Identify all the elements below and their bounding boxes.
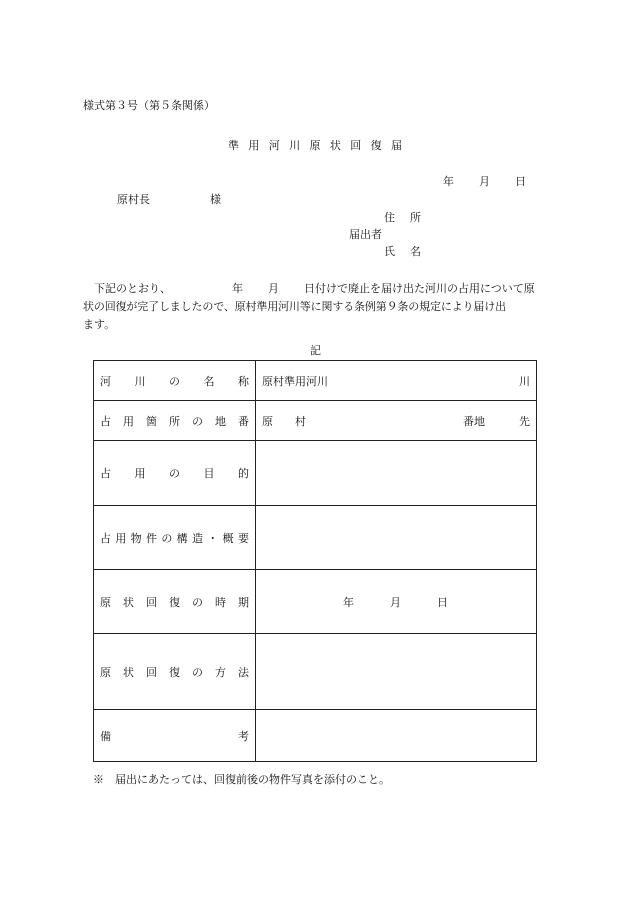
title-char: 届 [391,139,402,152]
label-char: 占 [100,467,111,480]
label-char: 復 [169,665,180,679]
table-row [94,401,537,441]
title-char: 準 [228,139,239,152]
label-occupancy-purpose [94,441,256,506]
body-line-1-rest: 日付けで廃止を届け出た河川の占用について原 [304,282,535,295]
label-char: 考 [238,729,249,743]
label-char: 期 [238,595,249,609]
label-char: の [192,595,203,609]
label-char: の [192,665,203,679]
label-char: 法 [238,665,249,679]
ki-heading: 記 [310,344,321,357]
label-char: 占 [100,531,111,545]
label-char: 時 [215,595,226,609]
form-table [93,360,537,762]
label-char: 箇 [146,414,157,428]
date-day: 日 [515,175,526,188]
date-year: 年 [443,175,454,188]
address-label-char: 所 [410,211,421,224]
table-row [94,634,537,710]
label-char: 用 [123,414,134,428]
footnote: ※ 届出にあたっては、回復前後の物件写真を添付のこと。 [93,773,390,786]
document-title [228,137,402,153]
label-char: 原 [100,665,111,679]
body-line-3: ます。 [83,318,116,331]
label-char: 名 [203,374,215,388]
applicant-role: 届出者 [349,228,382,241]
label-char: 備 [100,729,111,743]
label-char: の [169,374,180,388]
label-occupancy-location [94,401,256,441]
lot-number-label: 番地 [463,414,485,428]
period-day: 日 [437,595,448,609]
table-row [94,710,537,762]
label-char: 状 [123,595,134,609]
label-char: 復 [169,595,180,609]
label-char: の [192,414,203,428]
table-row [94,441,537,506]
value-restoration-period[interactable] [256,570,537,634]
label-char: 番 [238,414,249,428]
body-line-1-month: 月 [268,282,279,295]
label-char: 件 [145,531,157,545]
table-row [94,506,537,570]
title-char: 原 [309,139,321,152]
value-occupancy-purpose[interactable] [256,441,537,506]
name-label-char: 名 [410,245,421,258]
date-month: 月 [479,175,490,188]
label-restoration-period [94,570,256,634]
addressee-name: 原村長 [117,193,150,206]
address-label-char: 住 [384,211,395,224]
label-char: 要 [237,531,249,545]
label-char: 所 [169,414,180,428]
label-river-name [94,361,256,401]
value-occupancy-location[interactable] [256,401,537,441]
value-restoration-method[interactable] [256,634,537,710]
title-char: 河 [268,139,280,152]
label-structure-overview [94,506,256,570]
label-restoration-method [94,634,256,710]
river-prefix: 原村準用河川 [262,374,328,388]
label-char: 物 [130,531,142,545]
body-line-2: 状の回復が完了しましたので、原村準用河川等に関する条例第９条の規定により届け出 [83,300,506,313]
label-char: 構 [176,531,188,545]
label-char: の [169,467,180,480]
label-char: ・ [207,531,219,545]
title-char: 用 [248,139,260,152]
label-char: 河 [100,374,111,388]
value-remarks[interactable] [256,710,537,762]
label-char: 回 [146,595,157,609]
label-char: の [161,531,173,545]
label-char: 目 [203,467,215,480]
table-row [94,570,537,634]
addressee-honorific: 様 [210,193,221,206]
table-row [94,361,537,401]
village-name: 原 村 [262,414,306,428]
lot-suffix: 先 [519,414,530,428]
period-year: 年 [343,595,354,609]
value-river-name[interactable] [256,361,537,401]
title-char: 川 [289,139,301,152]
label-char: 川 [134,374,146,388]
label-char: 概 [222,531,234,545]
label-char: 状 [123,665,134,679]
name-label [384,243,421,259]
label-char: 造 [191,531,203,545]
body-line-1-start: 下記のとおり、 [94,282,171,295]
body-line-1-year: 年 [232,282,243,295]
address-label [384,209,421,225]
title-char: 状 [329,139,341,152]
period-month: 月 [390,595,401,609]
value-structure-overview[interactable] [256,506,537,570]
river-suffix: 川 [519,374,530,388]
name-label-char: 氏 [384,245,395,258]
label-remarks [94,710,256,762]
label-char: 用 [134,467,146,480]
title-char: 復 [370,139,382,152]
label-char: 原 [100,595,111,609]
label-char: 用 [115,531,127,545]
label-char: 占 [100,414,111,428]
title-char: 回 [350,139,362,152]
label-char: 方 [215,665,226,679]
label-char: 的 [238,467,249,480]
label-char: 地 [215,414,226,428]
form-number: 様式第３号（第５条関係） [83,99,215,112]
label-char: 称 [238,374,249,388]
label-char: 回 [146,665,157,679]
